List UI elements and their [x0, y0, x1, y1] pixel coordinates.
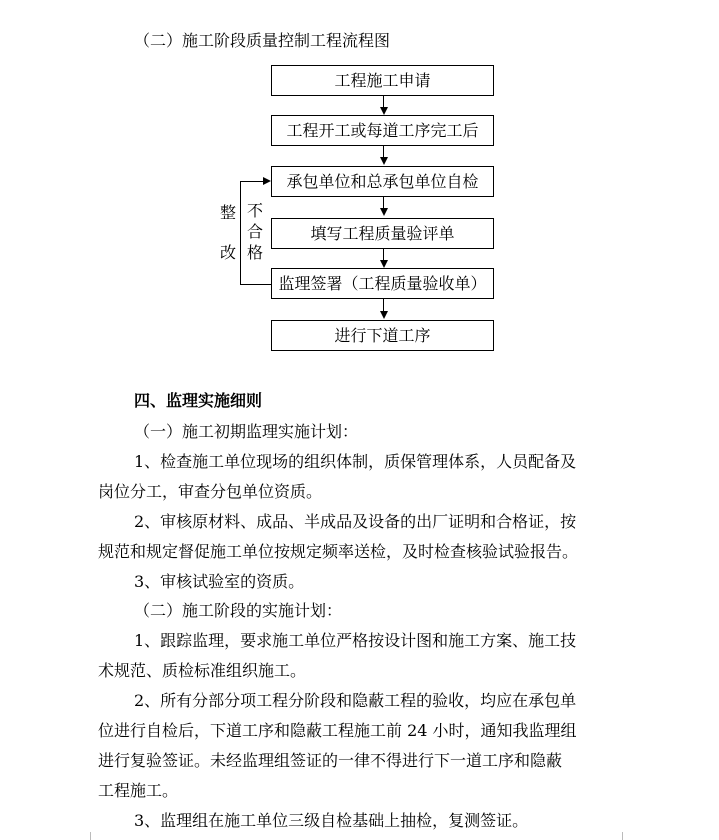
rework-label-char: 改: [219, 243, 236, 262]
flow-connector: [383, 146, 384, 157]
unqualified-label-char: 合: [246, 222, 263, 241]
flow-arrow-icon: [380, 208, 388, 216]
paragraph-line: 规范和规定督促施工单位按规定频率送检，及时检查核验试验报告。: [98, 542, 579, 561]
section-heading: 四、监理实施细则: [134, 391, 263, 410]
flow-arrow-icon: [380, 157, 388, 165]
flow-step-quality-form: 填写工程质量验评单: [271, 218, 494, 249]
flow-step-apply: 工程施工申请: [271, 65, 494, 96]
flow-step-start-work: 工程开工或每道工序完工后: [271, 115, 494, 146]
page-corner-mark: [622, 832, 623, 840]
paragraph-line: 进行复验签证。未经监理组签证的一律不得进行下一道工序和隐蔽: [98, 751, 563, 770]
page-corner-mark: [90, 832, 91, 840]
subsection-title: （一）施工初期监理实施计划：: [134, 422, 359, 441]
flowchart-section-title: （二）施工阶段质量控制工程流程图: [134, 31, 391, 50]
paragraph-line: 3、审核试验室的资质。: [134, 572, 305, 591]
flow-step-supervisor-sign: 监理签署（工程质量验收单）: [271, 268, 494, 299]
rework-arrow-icon: [263, 177, 271, 185]
flow-arrow-icon: [380, 260, 388, 268]
paragraph-line: 术规范、质检标准组织施工。: [98, 661, 307, 680]
paragraph-line: 位进行自检后，下道工序和隐蔽工程施工前 24 小时，通知我监理组: [98, 721, 577, 740]
subsection-title: （二）施工阶段的实施计划：: [134, 601, 343, 620]
paragraph-line: 2、所有分部分项工程分阶段和隐蔽工程的验收，均应在承包单: [134, 691, 577, 710]
flow-connector: [383, 249, 384, 260]
paragraph-line: 工程施工。: [98, 781, 179, 800]
paragraph-line: 3、监理组在施工单位三级自检基础上抽检，复测签证。: [134, 811, 529, 830]
flow-connector: [383, 299, 384, 311]
rework-label-char: 整: [219, 203, 236, 222]
unqualified-label-char: 不: [246, 201, 263, 220]
unqualified-label-char: 格: [246, 243, 263, 262]
flow-step-next-process: 进行下道工序: [271, 320, 494, 351]
flow-connector: [383, 96, 384, 107]
paragraph-line: 1、检查施工单位现场的组织体制，质保管理体系，人员配备及: [134, 452, 577, 471]
rework-loop-vertical: [240, 181, 241, 285]
flow-connector: [383, 197, 384, 208]
rework-loop-bottom: [240, 284, 271, 285]
flow-step-self-check: 承包单位和总承包单位自检: [271, 166, 494, 197]
paragraph-line: 2、审核原材料、成品、半成品及设备的出厂证明和合格证，按: [134, 512, 577, 531]
paragraph-line: 岗位分工，审查分包单位资质。: [98, 482, 323, 501]
paragraph-line: 1、跟踪监理，要求施工单位严格按设计图和施工方案、施工技: [134, 631, 577, 650]
flow-arrow-icon: [380, 311, 388, 319]
rework-loop-top: [240, 181, 263, 182]
flow-arrow-icon: [380, 107, 388, 115]
